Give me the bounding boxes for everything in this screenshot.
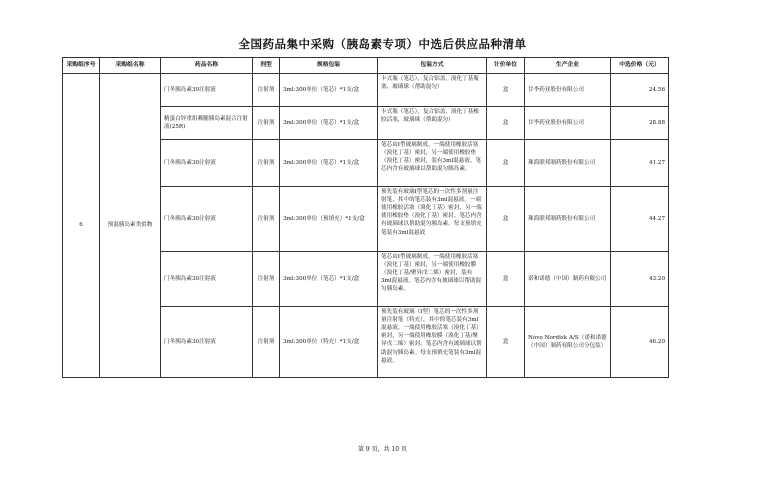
manufacturer-cell: 甘李药业股份有限公司	[525, 107, 611, 140]
price-cell: 43.20	[611, 252, 669, 307]
price-cell: 44.27	[611, 187, 669, 252]
header-group-no: 采购组序号	[63, 58, 100, 74]
group-name-cell: 预混胰岛素类似物	[100, 74, 161, 378]
packaging-cell: 预先装有玻璃（Ⅰ型）笔芯的一次性多剂量注射笔（特充），其中的笔芯装有3ml混悬液。一端使用橡胶活塞（溴化丁基）密封，另一端使用橡胶膜（溴化丁基/聚异戊二烯）密封。笔芯内含有玻璃球以帮助混匀胰岛素。每支预填充笔装有3ml混悬液。	[378, 307, 487, 378]
drug-name-cell: 门冬胰岛素30注射液	[161, 187, 253, 252]
manufacturer-cell: 珠海联邦制药股份有限公司	[525, 187, 611, 252]
price-cell: 41.27	[611, 140, 669, 187]
page-footer: 第 9 页，共 10 页	[357, 446, 408, 453]
unit-cell: 盒	[487, 107, 525, 140]
unit-cell: 盒	[487, 140, 525, 187]
manufacturer-cell: 珠海联邦制药股份有限公司	[525, 140, 611, 187]
header-dosage-form: 剂型	[253, 58, 280, 74]
header-packaging: 包装方式	[378, 58, 487, 74]
price-cell: 28.88	[611, 107, 669, 140]
price-cell: 46.20	[611, 307, 669, 378]
packaging-cell: 笔芯由Ⅰ型玻璃制成，一端使用橡胶活塞（溴化丁基）密封，另一端使用橡胶垫（溴化丁基）密封，装有3ml混悬液。笔芯内含有玻璃球以帮助混匀胰岛素。	[378, 140, 487, 187]
dosage-form-cell: 注射剂	[253, 107, 280, 140]
header-price: 中选价格（元）	[611, 58, 669, 74]
unit-cell: 盒	[487, 187, 525, 252]
table-row	[63, 74, 669, 107]
dosage-form-cell: 注射剂	[253, 74, 280, 107]
header-spec: 规格包装	[280, 58, 378, 74]
manufacturer-cell: 甘李药业股份有限公司	[525, 74, 611, 107]
dosage-form-cell: 注射剂	[253, 140, 280, 187]
packaging-cell: 预先装有玻璃Ⅰ型笔芯的一次性多剂量注射笔，其中的笔芯装有3ml混悬液。一端使用橡胶活塞（溴化丁基）密封，另一端使用橡胶垫（溴化丁基）密封。笔芯内含有玻璃球以帮助混匀胰岛素。每支预填充笔装有3ml混悬液	[378, 187, 487, 252]
dosage-form-cell: 注射剂	[253, 252, 280, 307]
drug-name-cell: 门冬胰岛素30注射液	[161, 140, 253, 187]
dosage-form-cell: 注射剂	[253, 187, 280, 252]
packaging-cell: 卡式瓶（笔芯），复合铝盖，溴化丁基瓶塞，玻璃球（帮助混匀）	[378, 74, 487, 107]
group-no-cell: 6	[63, 74, 100, 378]
header-manufacturer: 生产企业	[525, 58, 611, 74]
page-title: 全国药品集中采购（胰岛素专项）中选后供应品种清单	[238, 37, 527, 51]
packaging-cell: 卡式瓶（笔芯），复合铝盖，溴化丁基橡胶活塞，玻璃珠（帮助混匀）	[378, 107, 487, 140]
unit-cell: 盒	[487, 252, 525, 307]
header-row	[63, 58, 669, 74]
drug-name-cell: 门冬胰岛素30注射液	[161, 307, 253, 378]
drug-name-cell: 门冬胰岛素30注射液	[161, 252, 253, 307]
spec-cell: 3ml:300单位（笔芯）*1支/盒	[280, 140, 378, 187]
spec-cell: 3ml:300单位（预填充）*1支/盒	[280, 187, 378, 252]
unit-cell: 盒	[487, 74, 525, 107]
dosage-form-cell: 注射剂	[253, 307, 280, 378]
supply-list-table	[62, 57, 669, 378]
price-cell: 24.56	[611, 74, 669, 107]
header-unit: 计价单位	[487, 58, 525, 74]
unit-cell: 盒	[487, 307, 525, 378]
drug-name-cell: 精蛋白锌重组赖脯胰岛素混合注射液(25R)	[161, 107, 253, 140]
spec-cell: 3ml:300单位（特充）*1支/盒	[280, 307, 378, 378]
header-drug-name: 药品名称	[161, 58, 253, 74]
manufacturer-cell: Novo Nordisk A/S（诺和诺德（中国）制药有限公司分包装）	[525, 307, 611, 378]
manufacturer-cell: 诺和诺德（中国）制药有限公司	[525, 252, 611, 307]
spec-cell: 3ml:300单位（笔芯）*1支/盒	[280, 74, 378, 107]
header-group-name: 采购组名称	[100, 58, 161, 74]
spec-cell: 3ml:300单位（笔芯）*1支/盒	[280, 107, 378, 140]
spec-cell: 3ml:300单位（笔芯）*1支/盒	[280, 252, 378, 307]
drug-name-cell: 门冬胰岛素30注射液	[161, 74, 253, 107]
packaging-cell: 笔芯由Ⅰ型玻璃制成，一端使用橡胶活塞（溴化丁基）密封，另一端使用橡胶膜（溴化丁基/聚异戊二烯）密封，装有3ml混悬液。笔芯内含有玻璃球以帮助混匀胰岛素。	[378, 252, 487, 307]
